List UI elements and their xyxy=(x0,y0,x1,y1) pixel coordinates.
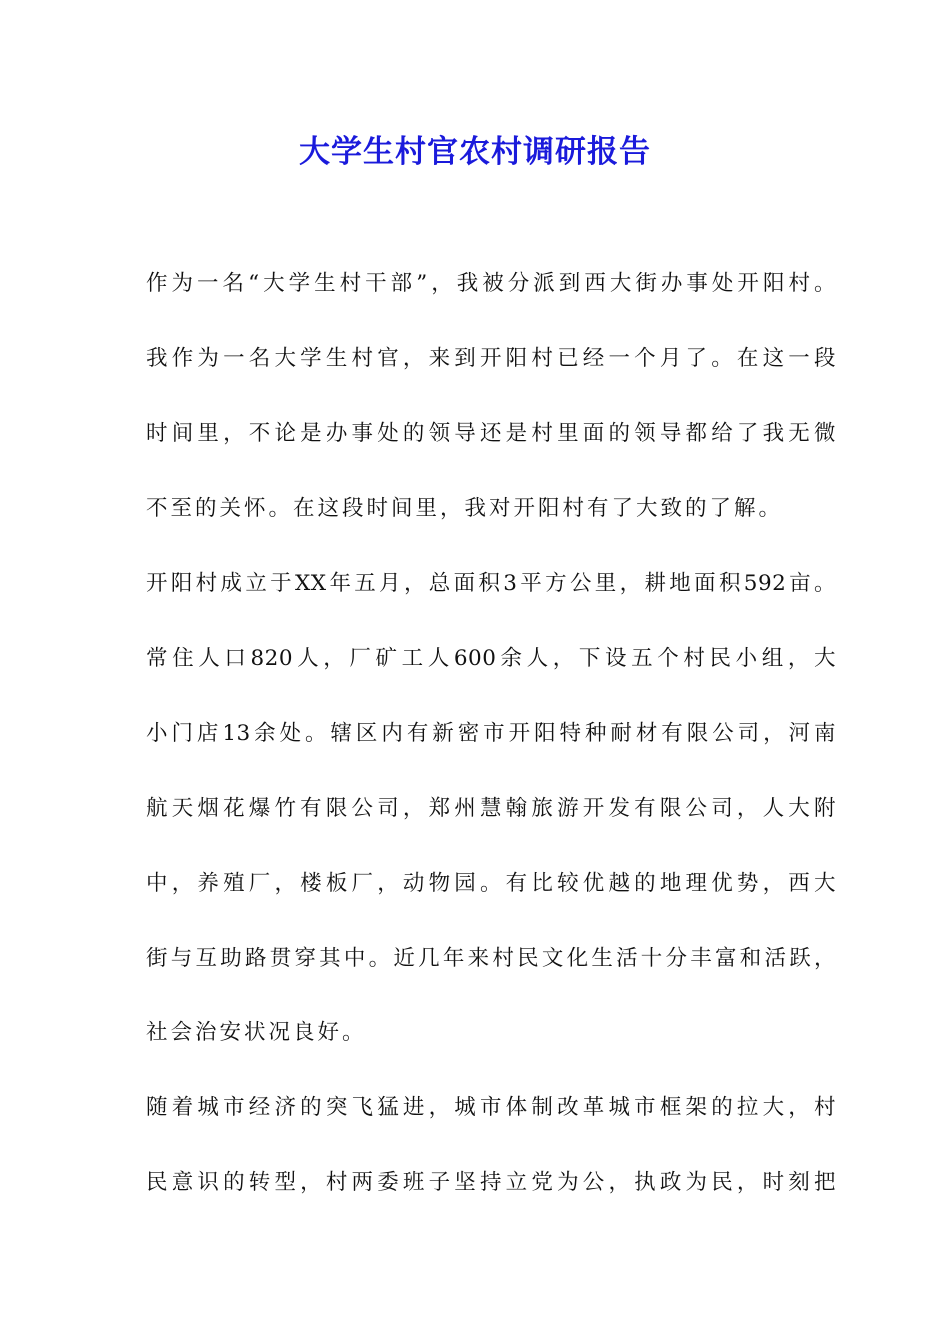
text-line: 我作为一名大学生村官，来到开阳村已经一个月了。在这一段 xyxy=(146,346,836,371)
text-line: 小门店13余处。辖区内有新密市开阳特种耐材有限公司，河南 xyxy=(146,721,836,746)
text-line: 不至的关怀。在这段时间里，我对开阳村有了大致的了解。 xyxy=(146,496,784,521)
text-line: 常住人口820人，厂矿工人600余人，下设五个村民小组，大 xyxy=(146,646,836,671)
text-line: 作为一名“大学生村干部”，我被分派到西大街办事处开阳村。 xyxy=(146,271,836,296)
text-line: 开阳村成立于XX年五月，总面积3平方公里，耕地面积592亩。 xyxy=(146,571,836,596)
page-title: 大学生村官农村调研报告 xyxy=(299,134,651,170)
text-line: 民意识的转型，村两委班子坚持立党为公，执政为民，时刻把 xyxy=(146,1170,836,1195)
text-line: 随着城市经济的突飞猛进，城市体制改革城市框架的拉大，村 xyxy=(146,1095,836,1120)
text-line: 社会治安状况良好。 xyxy=(146,1020,367,1045)
text-line: 时间里，不论是办事处的领导还是村里面的领导都给了我无微 xyxy=(146,421,836,446)
text-line: 中，养殖厂，楼板厂，动物园。有比较优越的地理优势，西大 xyxy=(146,871,836,896)
text-line: 街与互助路贯穿其中。近几年来村民文化生活十分丰富和活跃， xyxy=(146,946,836,971)
text-line: 航天烟花爆竹有限公司，郑州慧翰旅游开发有限公司，人大附 xyxy=(146,796,836,821)
